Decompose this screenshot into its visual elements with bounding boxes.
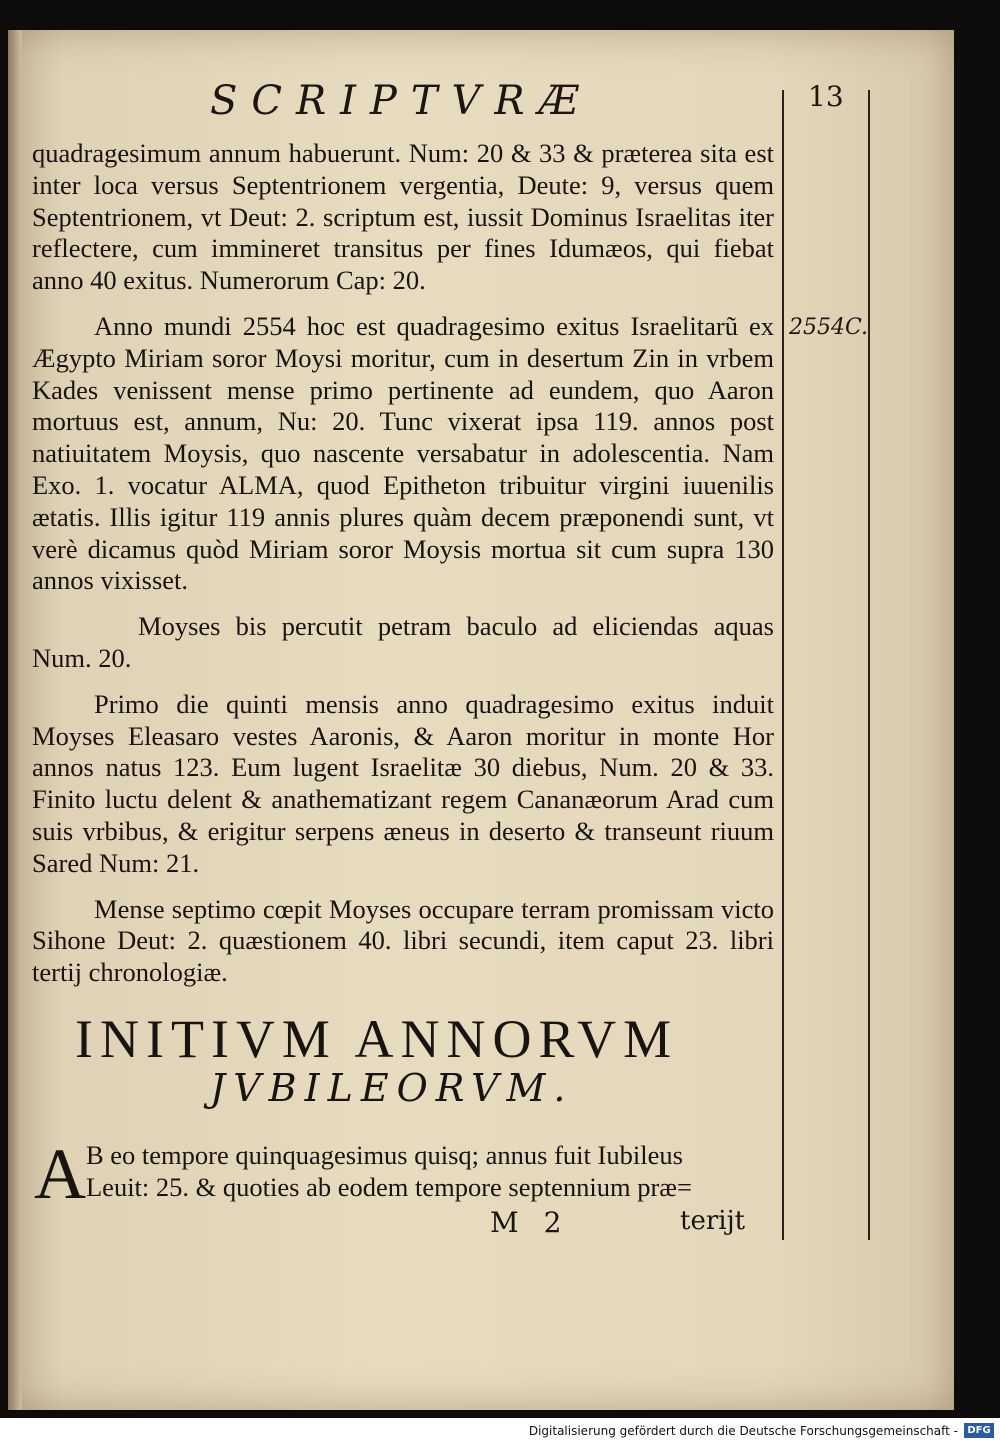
column-rule (782, 90, 784, 1240)
paragraph: Moyses bis percutit petram baculo ad eliciendas aquas Num. 20. (32, 611, 774, 673)
body-text (32, 138, 774, 1003)
catchword: terijt (680, 1206, 746, 1236)
paragraph: Primo die quinti mensis anno quadragesimo exitus induit Moyses Eleasaro vestes Aaronis, & Aaron moritur in monte Hor annos natus 123. Eum lugent Israelitæ 30 diebus, Num. 20 & 33. Finito luctu delent & anathematizant regem Cananæorum Arad cum suis vrbibus, & erigitur serpens æneus in deserto & transeunt riuum Sared Num: 21. (32, 688, 774, 878)
page-number: 13 (808, 80, 844, 113)
dfg-logo: DFG (964, 1423, 994, 1438)
drop-cap: A (34, 1134, 86, 1214)
signature-mark: M 2 (490, 1206, 570, 1239)
section-subtitle: JVBILEORVM. (210, 1066, 574, 1110)
paragraph: Anno mundi 2554 hoc est quadragesimo exitus Israelitarũ ex Ægypto Miriam soror Moysi moritur, cum in desertum Zin in vrbem Kades venissent mense primo pertinente ad eundem, quo Aaron mortuus est, annum, Nu: 20. Tunc vixerat ipsa 119. annos post natiuitatem Moysis, quo nascente versabatur in adolescentia. Nam Exo. 1. vocatur ALMA, quod Epitheton tribuitur virgini iuuenilis ætatis. Illis igitur 119 annis plures quàm decem præponendi sunt, vt verè dicamus quòd Miriam soror Moysis mortua sit cum supra 130 annos vixisset. (32, 310, 774, 596)
paragraph: Mense septimo cœpit Moyses occupare terram promissam victo Sihone Deut: 2. quæstionem 40. libri secundi, item caput 23. libri tertij chronologiæ. (32, 893, 774, 988)
margin-rule (868, 90, 870, 1240)
footer-bar (0, 1418, 1000, 1444)
section-title: INITIVM ANNORVM (75, 1009, 679, 1069)
margin-note: 2554C. (788, 315, 868, 340)
page-gutter (8, 30, 22, 1410)
running-head: SCRIPTVRÆ (210, 78, 593, 124)
final-paragraph (86, 1140, 776, 1204)
paragraph: quadragesimum annum habuerunt. Num: 20 & 33 & præterea sita est inter loca versus Septentrionem vergentia, Deute: 9, versus quem Septentrionem, vt Deut: 2. scriptum est, iussit Dominus Israelitas iter reflectere, cum immineret transitus per fines Idumæos, qui fiebat anno 40 exitus. Numerorum Cap: 20. (32, 138, 774, 296)
text-line: B eo tempore quinquagesimus quisq; annus fuit Iubileus (86, 1140, 683, 1170)
text-line: Leuit: 25. & quoties ab eodem tempore septennium præ= (86, 1171, 692, 1202)
footer-credit: Digitalisierung gefördert durch die Deutsche Forschungsgemeinschaft - (528, 1424, 958, 1438)
